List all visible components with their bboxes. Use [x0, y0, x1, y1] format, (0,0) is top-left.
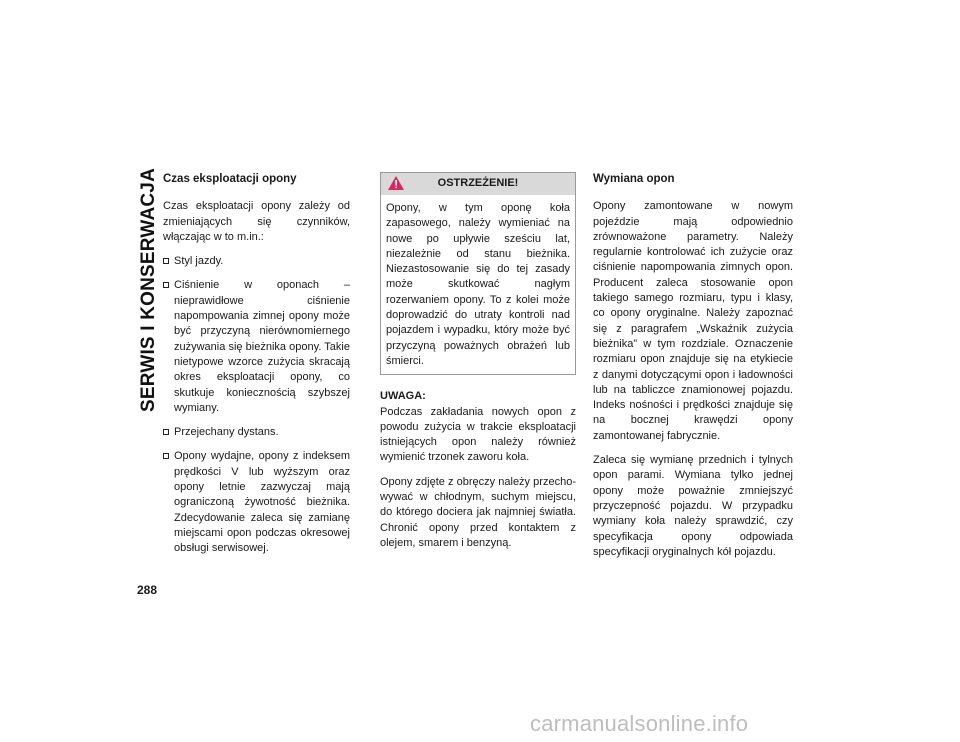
- checkbox-bullet-icon: [163, 282, 169, 288]
- checkbox-bullet-icon: [163, 258, 169, 264]
- list-item: [163, 254, 350, 269]
- section-tab: [134, 167, 164, 413]
- tire-life-factors: [163, 254, 350, 556]
- page-number: 288: [137, 583, 158, 597]
- watermark-text: carmanualsonline.info: [530, 711, 749, 736]
- right-column: [593, 172, 793, 569]
- tire-replacement-heading: Wymiana opon: [593, 173, 675, 185]
- middle-column: [380, 172, 576, 560]
- warning-box: [380, 172, 576, 375]
- note-text: Podczas zakładania nowych opon z powodu zużycia w trakcie eksploatacji istniejących opon należy również wymienić trzonek zaworu koła.: [380, 405, 576, 464]
- tire-life-heading: Czas eksploatacji opony: [163, 173, 297, 185]
- replacement-paragraph-2: Zaleca się wymianę przednich i tylnych opon parami. Wymiana tylko jednej opony może poważnie zmniejszyć przyczepność pojazdu. W przypadku wymiany koła należy sprawdzić, czy specyfikacja opony odpowiada specyfikacji oryginalnych kół pojazdu.: [593, 454, 793, 558]
- tire-life-intro: Czas eksploatacji opony zależy od zmieniających się czynników, włączając w to m.in.:: [163, 200, 350, 243]
- warning-body: [381, 195, 575, 374]
- section-tab-label: SERWIS I KONSERWACJA: [138, 167, 160, 413]
- list-item: [163, 425, 350, 440]
- list-item-text: Przejechany dystans.: [174, 426, 279, 439]
- checkbox-bullet-icon: [163, 453, 169, 459]
- warning-text: Opony, w tym oponę koła zapasowego, należy wymieniać na nowe po upływie sześciu lat, niezależnie od stanu bieżnika. Niezastosowanie się do tej zasady może skutkować nagłym rozerwaniem opony. To z kolei może doprowadzić do utraty kontroli nad pojazdem i wypadku, który może być przyczyną poważnych obrażeń lub śmierci.: [386, 202, 570, 367]
- list-item: [163, 449, 350, 556]
- checkbox-bullet-icon: [163, 429, 169, 435]
- warning-header: [381, 173, 575, 195]
- note-label: UWAGA:: [380, 390, 426, 403]
- list-item-text: Ciśnienie w oponach – nieprawidłowe ciśnienie napompowania zimnej opony może być przyczyną nierównomiernego zużywania się bieżnika opony. Takie nietypowe wzorce zużycia skracają okres eksploatacji opony, co skutkuje koniecznością szybszej wymiany.: [174, 279, 350, 414]
- left-column: [163, 172, 350, 566]
- list-item-text: Styl jazdy.: [174, 255, 224, 268]
- list-item-text: Opony wydajne, opony z indeksem prędkości V lub wyższym oraz opony letnie zazwyczaj mają ograniczoną żywotność bieżnika. Zdecydowanie zaleca się zamianę miejscami opon podczas okresowej obsługi serwisowej.: [174, 450, 350, 555]
- replacement-paragraph-1: Opony zamontowane w nowym pojeździe mają odpowiednio zrównoważone parametry. Należy regularnie kontrolować ich zużycie oraz ciśnienie napompowania zimnych opon. Producent zaleca stosowanie opon takiego samego rozmiaru, typu i klasy, co opony oryginalne. Należy zapoznać się z paragrafem „Wskaźnik zużycia bieżnika” w tym rozdziale. Oznaczenie rozmiaru opon znajduje się na etykiecie z danymi dotyczącymi opon i ładowności lub na tabliczce znamionowej pojazdu. Indeks nośności i prędkości znajduje się na bocznej krawędzi opony zamontowanej fabrycznie.: [593, 200, 793, 442]
- list-item: [163, 278, 350, 416]
- warning-title: OSTRZEŻENIE!: [437, 177, 519, 190]
- storage-paragraph: Opony zdjęte z obręczy należy przechowywać w chłodnym, suchym miejscu, do którego dociera jak najmniej światła. Chronić opony przed kontaktem z olejem, smarem i benzyną.: [380, 475, 576, 549]
- warning-triangle-icon: [387, 175, 405, 191]
